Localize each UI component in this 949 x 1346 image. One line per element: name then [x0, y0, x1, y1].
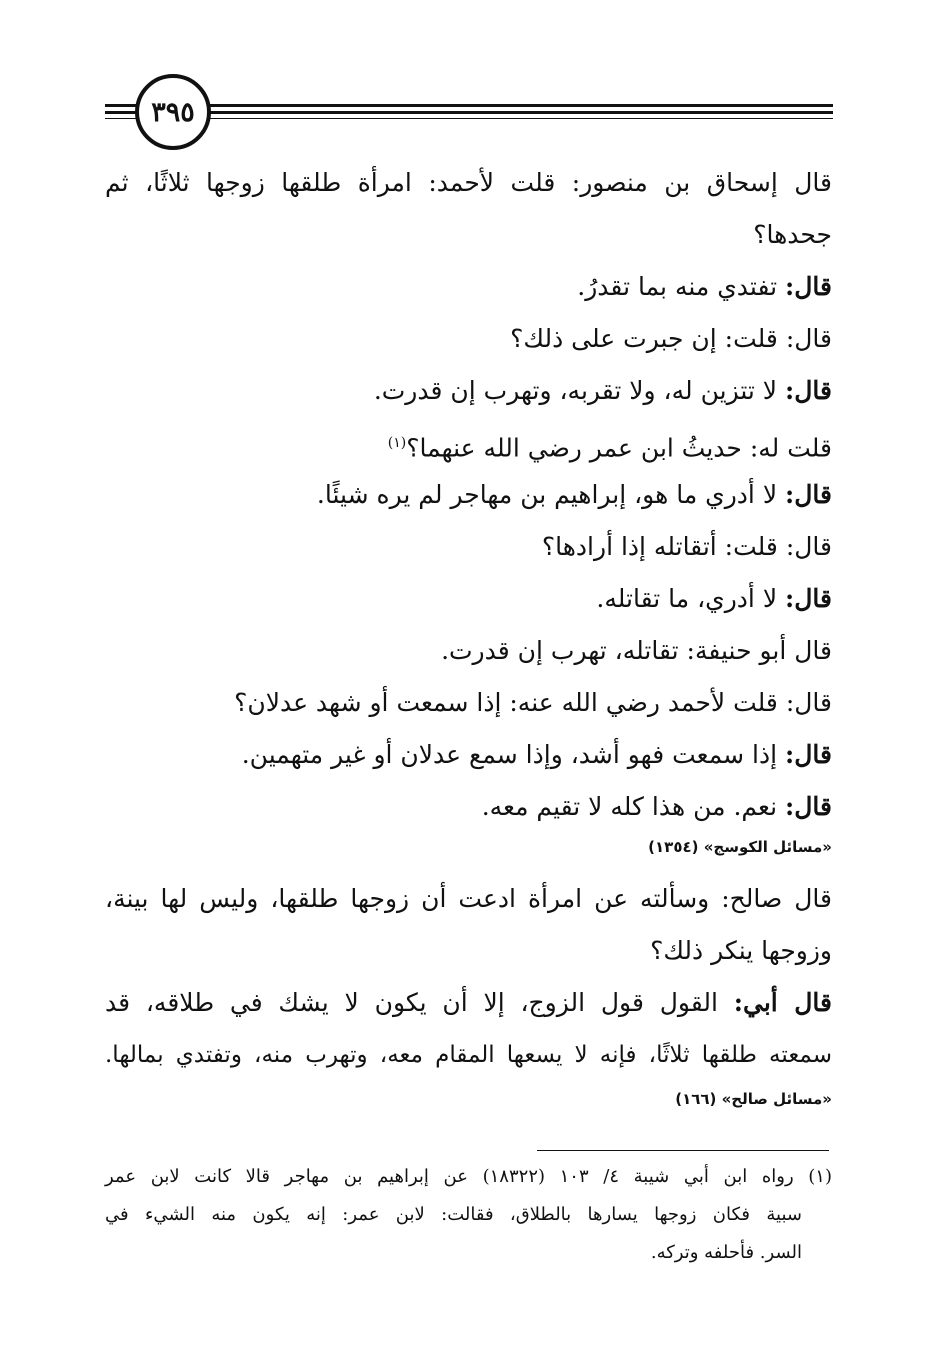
text-line: قال إسحاق بن منصور: قلت لأحمد: امرأة طلقها زوجها ثلاثًا، ثم — [105, 168, 832, 197]
dialogue-text: تفتدي منه بما تقدرُ. — [577, 272, 778, 301]
dialogue-line: قال أبو حنيفة: تقاتله، تهرب إن قدرت. — [441, 636, 832, 665]
speaker-label: قال: — [785, 740, 832, 769]
source-citation: «مسائل صالح» (١٦٦) — [675, 1090, 832, 1108]
page-number-circle — [135, 74, 211, 150]
speaker-label: قال: — [785, 480, 832, 509]
dialogue-line — [105, 579, 832, 619]
footnote-line: (١) رواه ابن أبي شيبة ٤/ ١٠٣ (١٨٣٢٢) عن إبراهيم بن مهاجر قالا كانت لابن عمر — [105, 1166, 832, 1187]
speaker-label: قال: — [785, 792, 832, 821]
dialogue-line — [105, 787, 832, 827]
speaker-label: قال: — [785, 584, 832, 613]
dialogue-line — [105, 267, 832, 307]
dialogue-text: لا أدري، ما تقاتله. — [596, 584, 778, 613]
dialogue-line — [105, 371, 832, 411]
text-line: قال صالح: وسألته عن امرأة ادعت أن زوجها طلقها، وليس لها بينة، — [105, 884, 832, 913]
footnote-reference: (١) — [387, 435, 407, 451]
speaker-label: قال أبي: — [733, 988, 833, 1017]
speaker-label: قال: — [785, 688, 832, 717]
dialogue-text: قلت: أتقاتله إذا أرادها؟ — [541, 532, 778, 561]
dialogue-text: إذا سمعت فهو أشد، وإذا سمع عدلان أو غير متهمين. — [241, 740, 778, 769]
dialogue-text: قلت لأحمد رضي الله عنه: إذا سمعت أو شهد عدلان؟ — [234, 688, 778, 717]
footnote-divider — [537, 1150, 829, 1151]
speaker-label: قال: — [785, 532, 832, 561]
text-line: سمعته طلقها ثلاثًا، فإنه لا يسعها المقام معه، وتهرب منه، وتفتدي بمالها. — [105, 1042, 832, 1068]
dialogue-text: قلت: إن جبرت على ذلك؟ — [510, 324, 778, 353]
footnote-line: سبية فكان زوجها يسارها بالطلاق، فقالت: لابن عمر: إنه يكون منه الشيء في — [105, 1204, 802, 1225]
header-rule-bottom — [105, 118, 833, 119]
footnotes — [105, 1160, 832, 1280]
header-rule-middle — [105, 111, 833, 114]
paragraph-text: القول قول الزوج، إلا أن يكون لا يشك في طلاقه، قد — [105, 988, 718, 1017]
main-text — [105, 163, 832, 1073]
dialogue-line — [105, 319, 832, 359]
text-line: جحدها؟ — [753, 220, 832, 249]
page-header — [105, 74, 833, 154]
text-line — [105, 983, 832, 1023]
dialogue-line — [105, 683, 832, 723]
footnote-line: السر. فأحلفه وتركه. — [650, 1242, 802, 1263]
dialogue-text: قلت له: حديثُ ابن عمر رضي الله عنهما؟ — [406, 433, 832, 463]
speaker-label: قال: — [785, 324, 832, 353]
dialogue-line — [105, 423, 832, 463]
dialogue-text: لا أدري ما هو، إبراهيم بن مهاجر لم يره شيئًا. — [316, 480, 778, 509]
page-number: ٣٩٥ — [151, 96, 195, 128]
speaker-label: قال: — [785, 272, 832, 301]
dialogue-line — [105, 527, 832, 567]
source-citation: «مسائل الكوسج» (١٣٥٤) — [648, 838, 832, 856]
text-line: وزوجها ينكر ذلك؟ — [650, 936, 832, 965]
dialogue-line — [105, 475, 832, 515]
dialogue-line — [105, 735, 832, 775]
header-rule-top — [105, 104, 833, 107]
speaker-label: قال: — [785, 376, 832, 405]
dialogue-text: نعم. من هذا كله لا تقيم معه. — [481, 792, 778, 821]
dialogue-text: لا تتزين له، ولا تقربه، وتهرب إن قدرت. — [373, 376, 778, 405]
